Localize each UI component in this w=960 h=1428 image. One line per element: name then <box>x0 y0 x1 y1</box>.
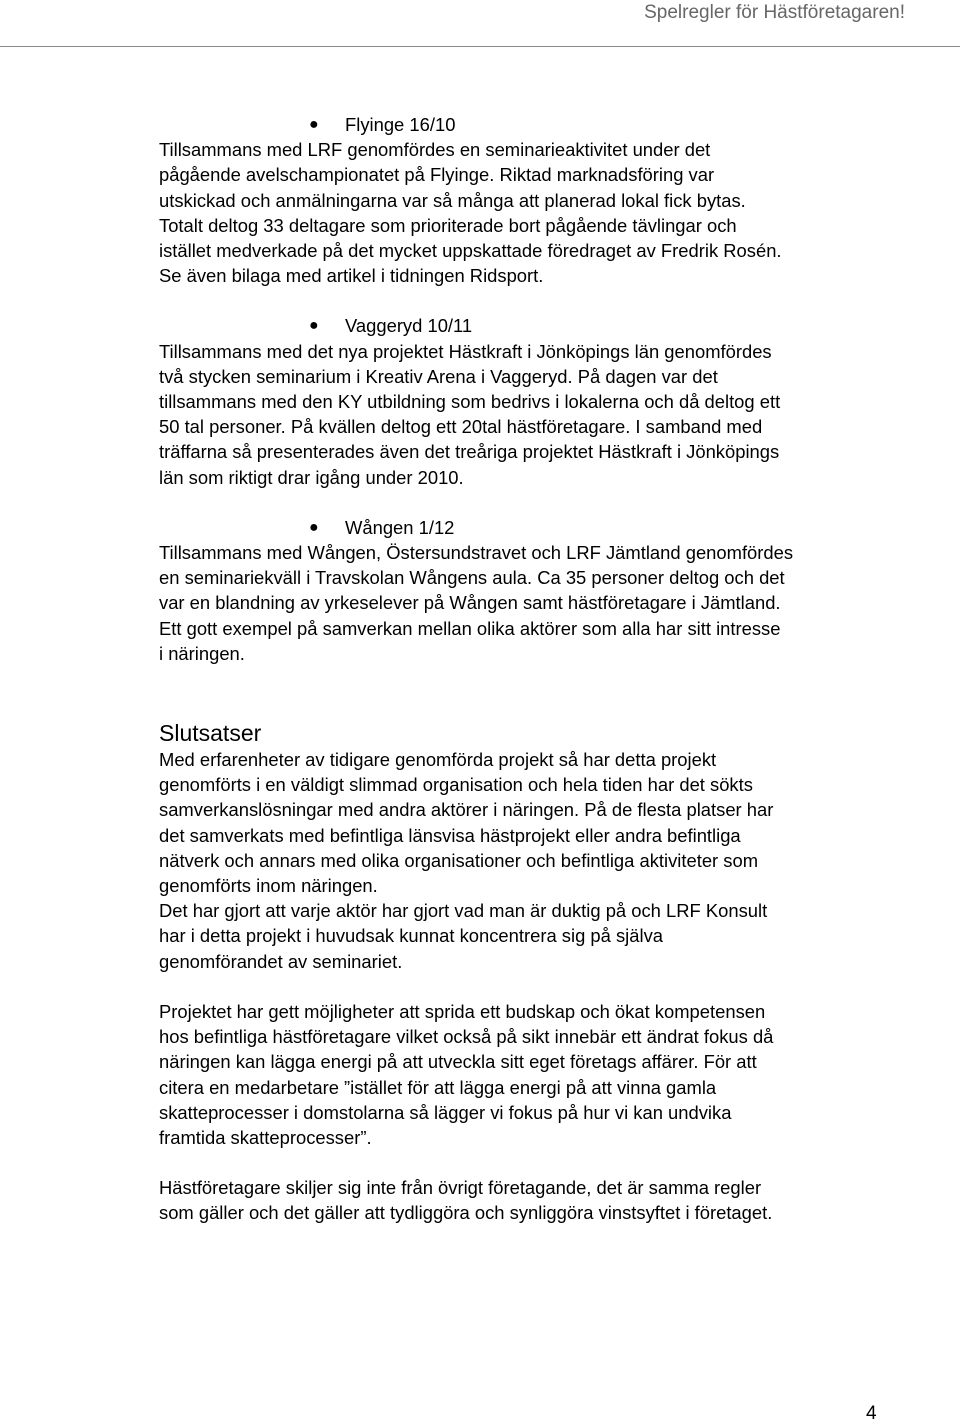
event-body <box>159 540 899 666</box>
text-line: två stycken seminarium i Kreativ Arena i Vaggeryd. På dagen var det <box>159 365 718 387</box>
text-line: har i detta projekt i huvudsak kunnat koncentrera sig på själva <box>159 925 663 947</box>
section-heading: Slutsatser <box>159 720 262 747</box>
text-line: Projektet har gett möjligheter att sprida ett budskap och ökat kompetensen <box>159 1000 766 1022</box>
bullet-icon: ● <box>309 116 319 133</box>
text-line: Totalt deltog 33 deltagare som prioriterade bort pågående tävlingar och <box>159 214 737 236</box>
event-title <box>159 313 899 338</box>
text-line: Tillsammans med det nya projektet Hästkraft i Jönköpings län genomfördes <box>159 340 772 362</box>
event-body <box>159 137 899 288</box>
event-entry-wangen <box>159 515 899 666</box>
text-line: genomförandet av seminariet. <box>159 950 403 972</box>
conclusion-paragraph <box>159 1175 899 1225</box>
document-body <box>159 112 899 1226</box>
text-line: Tillsammans med Wången, Östersundstravet och LRF Jämtland genomfördes <box>159 542 794 564</box>
event-title <box>159 515 899 540</box>
text-line: Se även bilaga med artikel i tidningen Ridsport. <box>159 265 544 287</box>
text-line: det samverkats med befintliga länsvisa hästprojekt eller andra befintliga <box>159 824 741 846</box>
text-line: Tillsammans med LRF genomfördes en seminarieaktivitet under det <box>159 139 711 161</box>
text-line: Med erfarenheter av tidigare genomförda projekt så har detta projekt <box>159 749 717 771</box>
event-title-text: Wången 1/12 <box>345 516 455 538</box>
text-line: istället medverkade på det mycket uppskattade föredraget av Fredrik Rosén. <box>159 240 782 262</box>
header-divider <box>0 46 960 47</box>
text-line: citera en medarbetare ”istället för att lägga energi på att vinna gamla <box>159 1076 717 1098</box>
text-line: en seminariekväll i Travskolan Wångens aula. Ca 35 personer deltog och det <box>159 567 785 589</box>
text-line: Ett gott exempel på samverkan mellan olika aktörer som alla har sitt intresse <box>159 617 781 639</box>
conclusion-paragraph <box>159 898 899 974</box>
text-line: som gäller och det gäller att tydliggöra och synliggöra vinstsyftet i företaget. <box>159 1202 773 1224</box>
text-line: pågående avelschampionatet på Flyinge. Riktad marknadsföring var <box>159 164 715 186</box>
event-entry-flyinge <box>159 112 899 288</box>
text-line: 50 tal personer. På kvällen deltog ett 20tal hästföretagare. I samband med <box>159 416 763 438</box>
text-line: utskickad och anmälningarna var så många att planerad lokal fick bytas. <box>159 189 746 211</box>
text-line: län som riktigt drar igång under 2010. <box>159 466 464 488</box>
text-line: nätverk och annars med olika organisationer och befintliga aktiviteter som <box>159 849 759 871</box>
text-line: Hästföretagare skiljer sig inte från övrigt företagande, det är samma regler <box>159 1177 762 1199</box>
conclusion-paragraph <box>159 999 899 1150</box>
event-entry-vaggeryd <box>159 313 899 489</box>
conclusion-paragraph <box>159 747 899 898</box>
text-line: tillsammans med den KY utbildning som bedrivs i lokalerna och då deltog ett <box>159 391 781 413</box>
text-line: i näringen. <box>159 642 245 664</box>
bullet-icon: ● <box>309 518 319 536</box>
text-line: Det har gjort att varje aktör har gjort vad man är duktig på och LRF Konsult <box>159 900 768 922</box>
text-line: framtida skatteprocesser”. <box>159 1126 372 1148</box>
text-line: hos befintliga hästföretagare vilket också på sikt innebär ett ändrat fokus då <box>159 1026 774 1048</box>
text-line: genomförts inom näringen. <box>159 875 378 897</box>
text-line: skatteprocesser i domstolarna så lägger vi fokus på hur vi kan undvika <box>159 1101 732 1123</box>
text-line: samverkanslösningar med andra aktörer i näringen. På de flesta platser har <box>159 799 774 821</box>
running-header-title: Spelregler för Hästföretagaren! <box>644 2 905 23</box>
bullet-icon: ● <box>309 317 319 335</box>
event-title-text: Vaggeryd 10/11 <box>345 315 473 337</box>
text-line: var en blandning av yrkeselever på Wången samt hästföretagare i Jämtland. <box>159 592 781 614</box>
page-number: 4 <box>866 1403 877 1424</box>
text-line: genomförts i en väldigt slimmad organisation och hela tiden har det sökts <box>159 774 753 796</box>
text-line: träffarna så presenterades även det treåriga projektet Hästkraft i Jönköpings <box>159 441 780 463</box>
event-body <box>159 339 899 490</box>
event-title-text: Flyinge 16/10 <box>345 114 456 135</box>
text-line: näringen kan lägga energi på att utveckla sitt eget företags affärer. För att <box>159 1051 757 1073</box>
event-title <box>159 112 899 137</box>
